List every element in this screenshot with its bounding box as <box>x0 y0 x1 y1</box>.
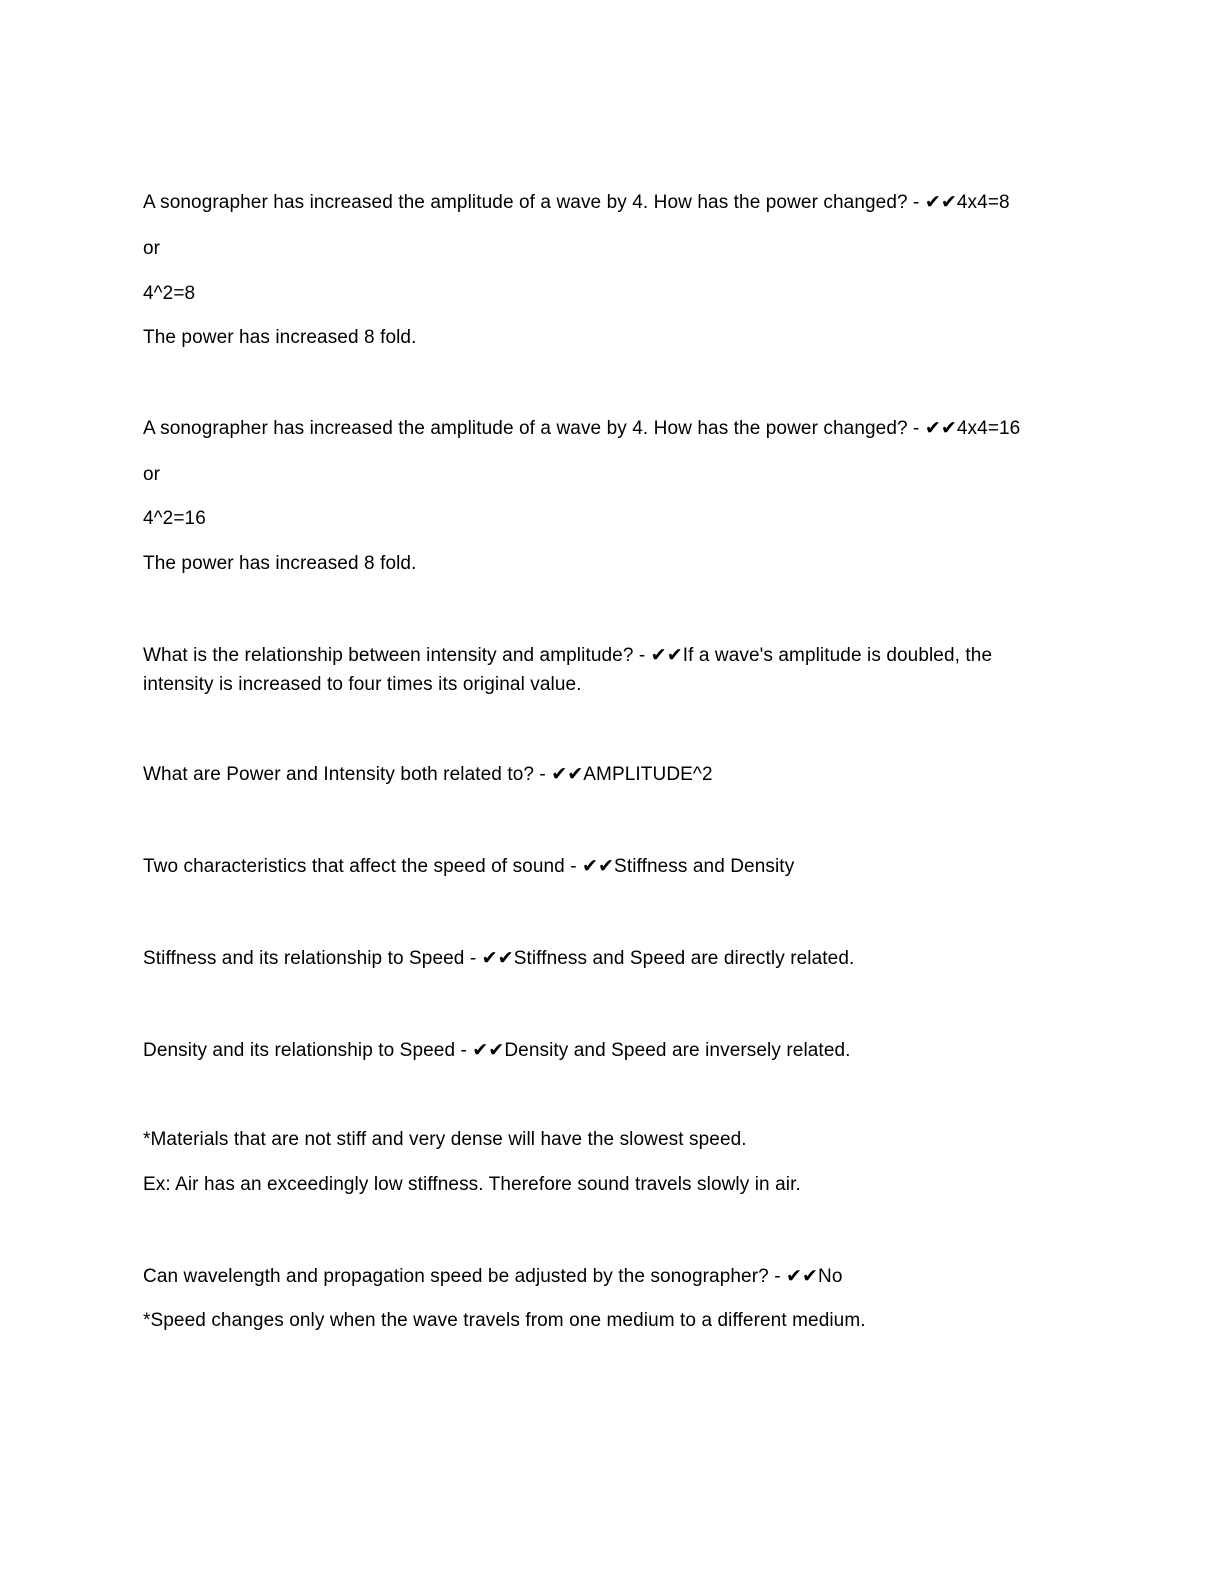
question-density-speed: Density and its relationship to Speed - ✔✔Density and Speed are inversely related. <box>143 1040 851 1061</box>
note-slowest-speed: *Materials that are not stiff and very dense will have the slowest speed. <box>143 1129 747 1150</box>
answer-or-2: or <box>143 464 161 485</box>
answer-formula-1: 4^2=8 <box>143 283 196 304</box>
question-power-2: A sonographer has increased the amplitude of a wave by 4. How has the power changed? - ✔✔4x4=16 <box>143 418 1021 439</box>
question-stiffness-speed: Stiffness and its relationship to Speed - ✔✔Stiffness and Speed are directly related. <box>143 948 855 969</box>
answer-or-1: or <box>143 238 161 259</box>
answer-conclusion-1: The power has increased 8 fold. <box>143 327 417 348</box>
question-speed-characteristics: Two characteristics that affect the speed of sound - ✔✔Stiffness and Density <box>143 856 795 877</box>
question-intensity-amplitude: What is the relationship between intensity and amplitude? - ✔✔If a wave's amplitude is doubled, the <box>143 645 993 666</box>
note-speed-changes: *Speed changes only when the wave travels from one medium to a different medium. <box>143 1310 866 1331</box>
question-wavelength-speed: Can wavelength and propagation speed be adjusted by the sonographer? - ✔✔No <box>143 1266 843 1287</box>
question-power-intensity: What are Power and Intensity both related to? - ✔✔AMPLITUDE^2 <box>143 764 713 785</box>
answer-formula-2: 4^2=16 <box>143 508 206 529</box>
answer-conclusion-2: The power has increased 8 fold. <box>143 553 417 574</box>
note-air-example: Ex: Air has an exceedingly low stiffness. Therefore sound travels slowly in air. <box>143 1174 801 1195</box>
question-power-1: A sonographer has increased the amplitude of a wave by 4. How has the power changed? - ✔✔4x4=8 <box>143 192 1010 213</box>
question-intensity-amplitude-continued: intensity is increased to four times its original value. <box>143 674 582 695</box>
